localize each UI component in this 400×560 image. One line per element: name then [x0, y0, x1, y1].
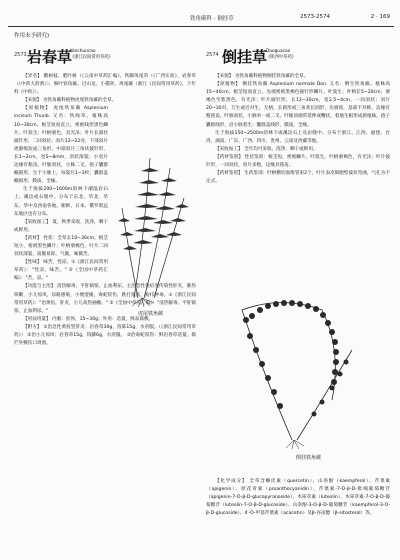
left-entry-pinyin: Yanchuncao [70, 49, 96, 54]
left-para-usage: 【用法用量】 内服：煎汤，15~30g；外用：适量，鲜品捣敷。 [23, 316, 154, 322]
right-figure-caption: 倒挂铁角蕨 [296, 455, 322, 461]
right-entry-source: 《陕西中草药》 [266, 55, 297, 60]
right-entry-pinyin: Daoguacao [266, 49, 291, 54]
left-entry-source: 《浙江民间常用草药》 [70, 55, 113, 60]
right-entry-subtitle [266, 49, 296, 61]
right-entry-body [206, 73, 390, 186]
header-page-ref: 2573-2574 [300, 14, 330, 20]
right-para-harvest: 【采收加工】 全年均可采收，洗净，晒干或鲜用。 [215, 146, 318, 152]
left-figure-caption: 虎尾铁角蕨 [138, 311, 164, 317]
hanging-fern-illustration [222, 290, 372, 450]
left-para-function: 【功能与主治】 清热解毒，平肝镇惊，止血利尿。主治急性黄疸型传染性肝炎，肺热咳嗽，小儿惊风，尿路感染，小便涩痛，毒蛇咬伤，跌打损伤，痈疖肿毒。①《浙江民间常用草药》："治黄疸，肝炎，小儿高热抽搐。" ②《全国中草药汇编》："清热解毒，平肝镇惊，止血利尿。" [14, 284, 196, 314]
right-para-micro: 【药材鉴别】 生药鉴别：叶柄横切面维管束2个，叶片表皮细胞壁波状弯曲，气孔为不定式。 [206, 171, 390, 185]
left-para-formula: 【附方】 ①治急性黄疸型肝炎：岩春草30g，茵陈15g，水煎服。（《浙江民间常用草药》） ②治小儿惊风：岩春草15g，钩藤6g，水煎服。 ③治毒蛇咬伤：鲜岩春草适量，捣烂外敷伤口周围。 [14, 324, 196, 347]
header-section: 铁角蕨科 · 倒挂草 [190, 16, 234, 22]
header-rule [8, 26, 394, 27]
right-para-source: 【来源】 为铁角蕨科植物倒挂铁角蕨的全草。 [215, 74, 309, 79]
left-para-habitat: 生于海拔200~1600m的林下潮湿岩石上、溪边或石缝中。分布于东北、华北、华东、华中及西南各地。朝鲜、日本、俄罗斯远东地区也有分布。 [14, 187, 108, 217]
running-header [160, 14, 394, 24]
left-para-source: 【来源】 为铁角蕨科植物虎尾铁角蕨的全草。 [23, 98, 117, 104]
left-entry-number: 2573 [14, 52, 27, 58]
left-entry-subtitle [70, 49, 113, 61]
header-page-number: 2 · 169 [370, 14, 390, 20]
left-para-alias: 【异名】 鹅树枝、肥叶树（《云南中草药汇编》，铁脚凤尾草（《广西实验》，岩春草（《中药大辞典》），细叶铁角蕨、过山龙、小猫骨、鸡尾蕨（浙江《民间常用草药》，下年料《中药》）。 [14, 74, 196, 96]
left-para-plant: 【原植物】 虎尾铁角蕨 Asplenium incisum Thunb. 又名：铁线草。植株高10~30cm。根茎短而直立，密被线形黑色鳞片。叶簇生；叶柄栗色，具光泽；叶片长圆状披针形，二回羽状；羽片12~22对，下部羽片逐渐缩短成三角形，中部羽片三角状披针形，长1~2cm，宽5~8mm，羽状深裂；小羽片边缘有粗齿。叶脉羽状，小脉二叉。孢子囊群椭圆形，生于小脉上，每裂片1~3枚；囊群盖椭圆形，膜质，全缘。 [14, 106, 108, 185]
left-para-herb: 【药材】 性状：全草长10~30cm。根茎短小，密被黑色鳞片；叶柄栗褐色，叶片二回羽状深裂，质脆易碎。气微，味微苦。 [14, 235, 108, 258]
right-para-identify: 【药材鉴别】 性状鉴别：根茎短，密被鳞片。叶簇生，叶柄栗褐色，有光泽；叶片披针形，一回羽状，羽片多数，边缘具钝齿。 [206, 154, 390, 169]
continued-note: 作用未予研究) [14, 33, 50, 39]
left-para-harvest: 【采收加工】 夏、秋季采收，洗净，晒干或鲜用。 [14, 219, 108, 233]
left-entry-title: 岩春草 [27, 48, 73, 66]
fern-illustration [114, 148, 198, 308]
left-para-nature: 【性味】 味苦，性凉。①《浙江民间常用草药》："性凉，味苦。" ②《全国中草药汇编》："苦，凉。" [14, 260, 108, 282]
right-para-plant: 【原植物】 倒挂铁角蕨 Asplenium normale Don. 又名：倒生铁角蕨。植株高15~40cm。根茎短而直立，先端密被黑褐色披针形鳞片。叶簇生；叶柄长5~20cm，栗褐色至紫黑色，有光泽；叶片披针形，长12~30cm，宽2.5~4cm，一回羽状；羽片20~30对，互生或近对生，无柄，长圆形或三角状长圆形，先端钝，基部不对称，边缘有粗钝齿。叶脉羽状，小脉单一或二叉。叶轴顶端常延伸成鞭状，着地生根形成新植株。孢子囊群线形，沿小脉着生；囊群盖线形，膜质，全缘。 [206, 82, 390, 128]
right-para-chemistry: 【化学成分】 全草含槲皮素（quercetin）、山柰酚（kaempferol）、芹菜素（apigenin）、原花青素（proanthocyanidin）、芹菜素-7-O-β-D-吡喃葡萄糖苷（apigenin-7-O-β-D-glucopyranoside）、木犀草素（luteolin）、木犀草素-7-O-β-D-葡萄糖苷（luteolin-7-O-β-D-glucoside）、山柰酚-3-O-β-D-葡萄糖苷（kaempferol-3-O-β-D-glucoside）、4′-O-甲基芹菜素（acacetin）及β-谷甾醇（β-sitosterol）等。 [206, 479, 390, 517]
right-entry-title: 倒挂草 [222, 48, 268, 66]
right-para-habitat: 生于海拔150~2500m的林下或溪边石上及岩缝中。分布于浙江、江西、福建、台湾、湖南、广东、广西、四川、贵州、云南及西藏等地。 [206, 130, 390, 144]
right-entry-number: 2574 [206, 52, 219, 58]
